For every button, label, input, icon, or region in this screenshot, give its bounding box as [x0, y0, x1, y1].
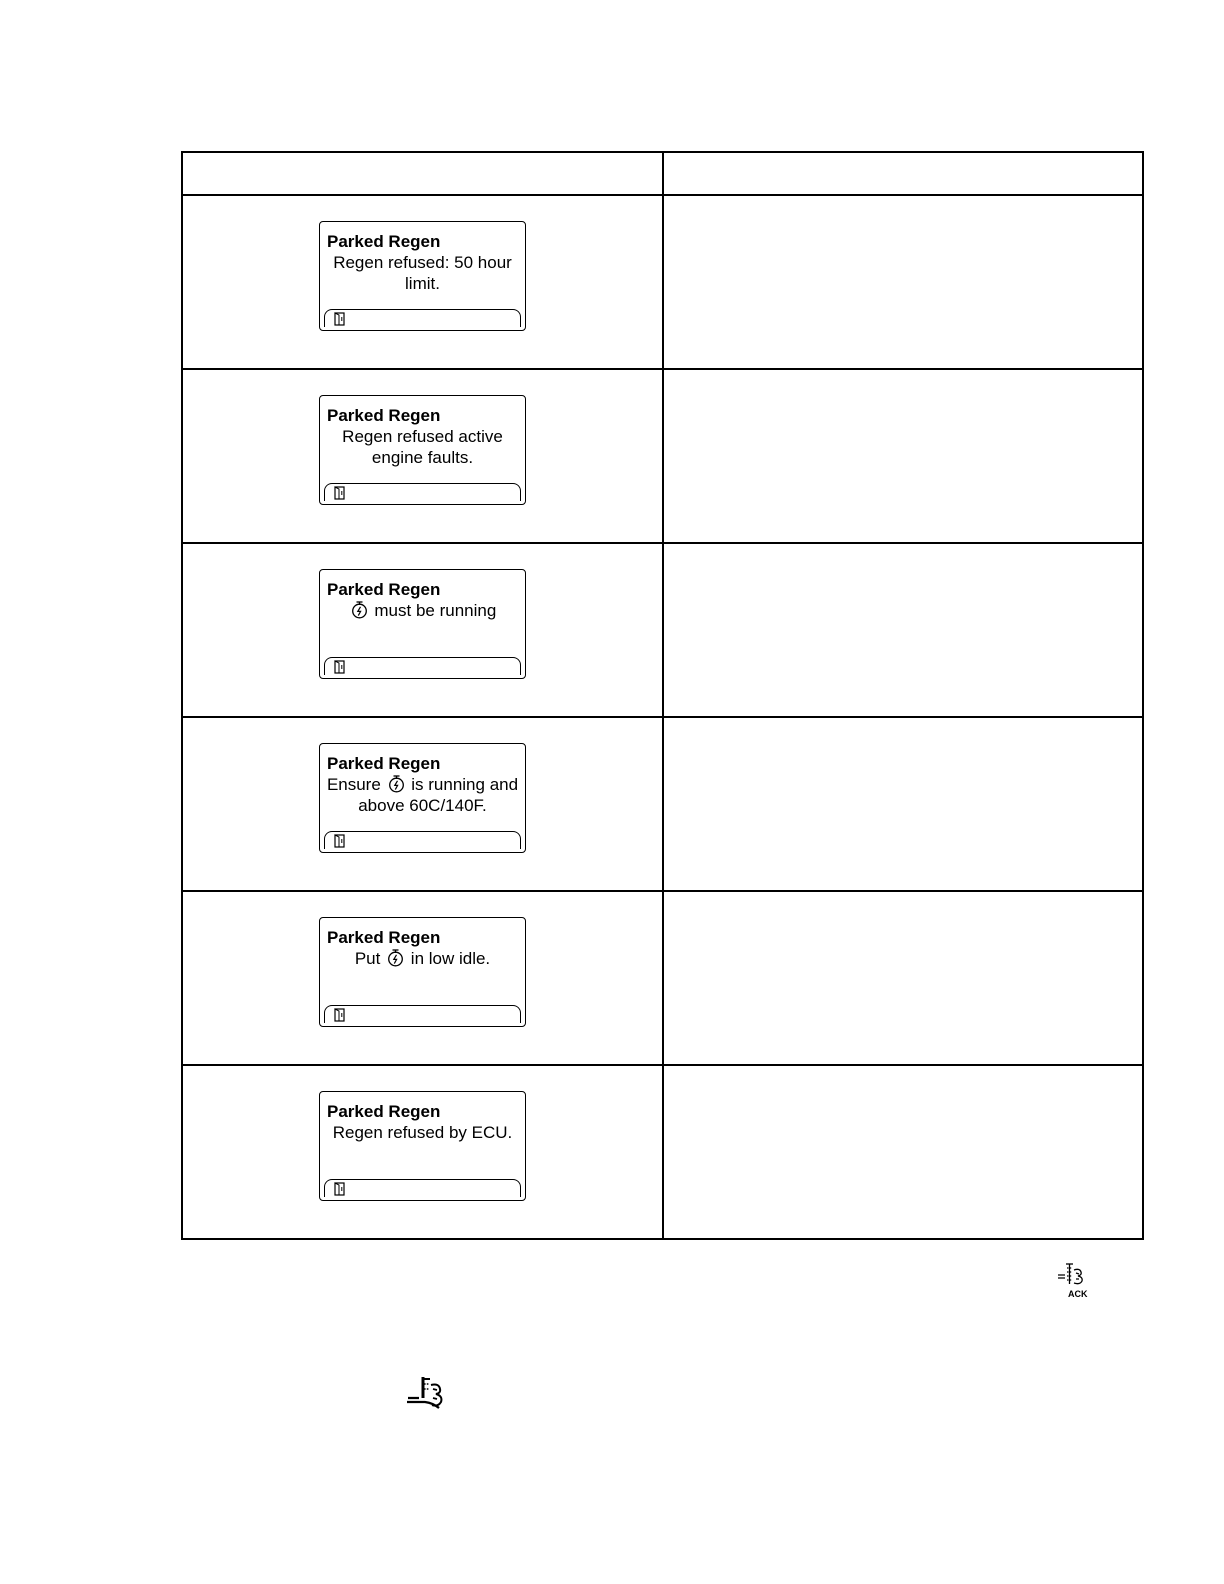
softkey-bar [324, 657, 521, 675]
message-text: Put [354, 949, 386, 968]
message-text: engine faults. [371, 447, 474, 467]
message-text: Regen refused: 50 hour [333, 253, 512, 272]
engine-icon [387, 949, 404, 967]
screen-title: Parked Regen [327, 232, 441, 251]
screen-title: Parked Regen [327, 754, 441, 773]
header-cell-description [663, 152, 1143, 195]
softkey-bar [324, 831, 521, 849]
screen-title: Parked Regen [327, 580, 441, 599]
screen-exit-icon[interactable] [334, 486, 345, 500]
screen-title: Parked Regen [327, 406, 441, 425]
description-cell [663, 1065, 1143, 1239]
message-text: above 60C/140F. [358, 795, 487, 815]
message-text: limit. [405, 273, 440, 293]
softkey-bar [324, 309, 521, 327]
table-row [182, 195, 1143, 369]
screen-title: Parked Regen [327, 1102, 441, 1121]
display-screen [319, 743, 526, 853]
description-cell [663, 891, 1143, 1065]
regen-ack-icon [1056, 1262, 1094, 1300]
screen-message [324, 775, 521, 816]
screen-title: Parked Regen [327, 928, 441, 947]
table-row [182, 369, 1143, 543]
display-screen [319, 917, 526, 1027]
message-text: Ensure [326, 775, 386, 794]
screen-exit-icon[interactable] [334, 1182, 345, 1196]
message-text: is running and [406, 775, 519, 794]
table-row [182, 717, 1143, 891]
display-screen [319, 221, 526, 331]
description-cell [663, 195, 1143, 369]
screen-message [324, 949, 521, 970]
display-screen [319, 569, 526, 679]
regen-message-table [181, 151, 1144, 1240]
screen-cell [182, 369, 663, 543]
engine-icon [351, 601, 368, 619]
message-text: in low idle. [406, 949, 491, 968]
softkey-bar [324, 483, 521, 501]
screen-message [324, 1123, 521, 1144]
message-text: Regen refused by ECU. [332, 1123, 513, 1142]
table-row [182, 1065, 1143, 1239]
message-text: Regen refused active [342, 427, 503, 446]
screen-cell [182, 717, 663, 891]
description-cell [663, 369, 1143, 543]
ack-label: ACK [1068, 1289, 1088, 1299]
message-text: must be running [369, 601, 497, 620]
table-row [182, 543, 1143, 717]
screen-message [324, 427, 521, 468]
screen-message [324, 601, 521, 622]
screen-exit-icon[interactable] [334, 312, 345, 326]
display-screen [319, 1091, 526, 1201]
softkey-bar [324, 1005, 521, 1023]
parked-regen-icon [405, 1374, 449, 1414]
screen-cell [182, 195, 663, 369]
softkey-bar [324, 1179, 521, 1197]
screen-exit-icon[interactable] [334, 834, 345, 848]
header-cell-screen [182, 152, 663, 195]
screen-cell [182, 1065, 663, 1239]
table-header-row [182, 152, 1143, 195]
description-cell [663, 543, 1143, 717]
screen-exit-icon[interactable] [334, 1008, 345, 1022]
screen-exit-icon[interactable] [334, 660, 345, 674]
screen-message [324, 253, 521, 294]
screen-cell [182, 891, 663, 1065]
table-row [182, 891, 1143, 1065]
screen-cell [182, 543, 663, 717]
description-cell [663, 717, 1143, 891]
display-screen [319, 395, 526, 505]
engine-icon [388, 775, 405, 793]
